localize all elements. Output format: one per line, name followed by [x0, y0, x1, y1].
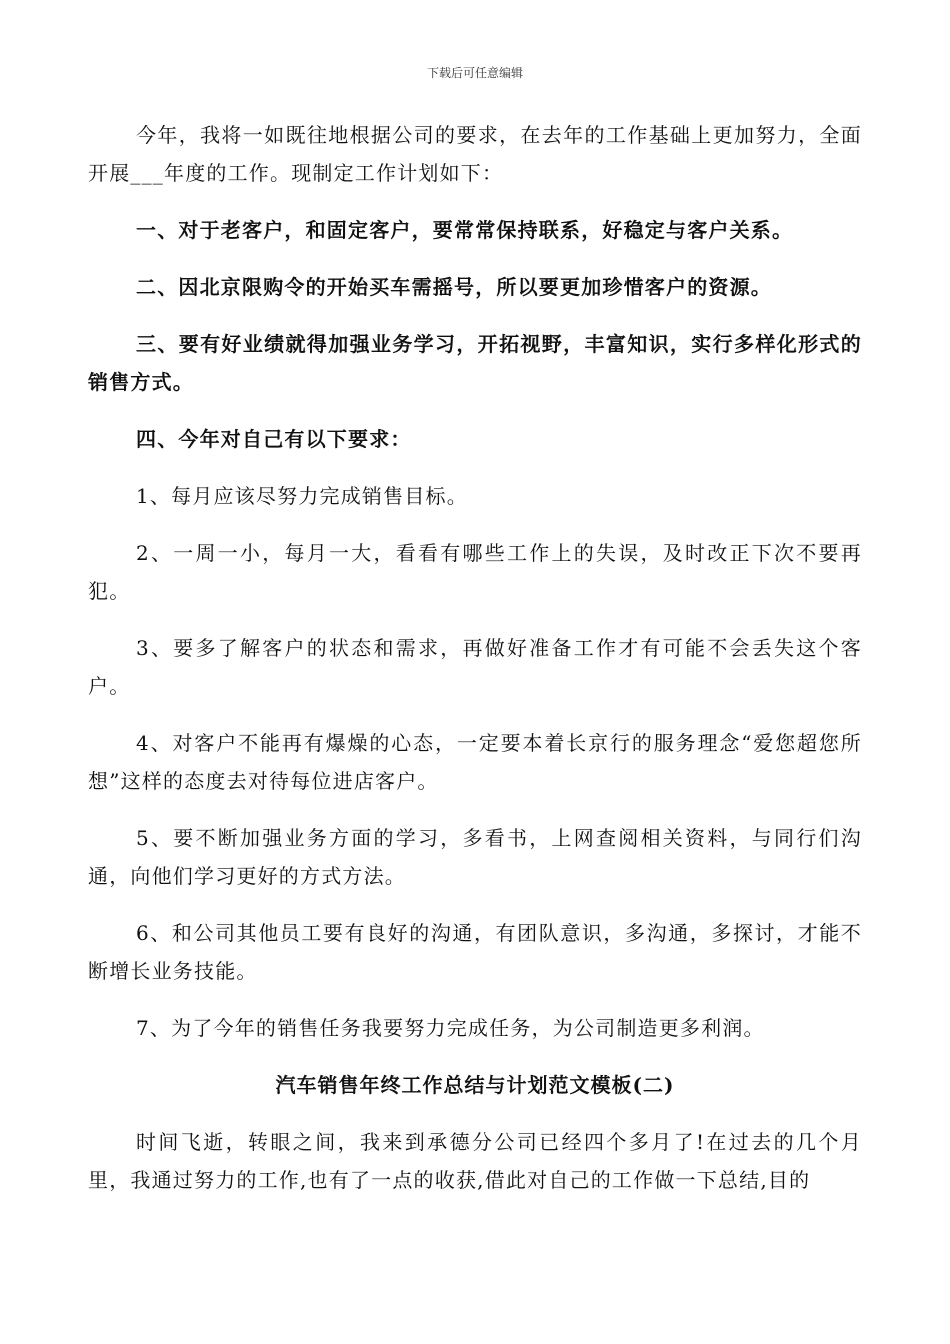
requirement-3: 3、要多了解客户的状态和需求，再做好准备工作才有可能不会丢失这个客户。 — [88, 636, 862, 698]
section-title: 汽车销售年终工作总结与计划范文模板(二) — [275, 1073, 675, 1097]
document-body — [88, 116, 862, 1218]
intro-paragraph: 今年，我将一如既往地根据公司的要求，在去年的工作基础上更加努力，全面开展___年度的工作。现制定工作计划如下： — [88, 123, 862, 185]
requirement-2: 2、一周一小，每月一大，看看有哪些工作上的失误，及时改正下次不要再犯。 — [88, 541, 862, 603]
closing-paragraph: 时间飞逝，转眼之间，我来到承德分公司已经四个多月了!在过去的几个月里，我通过努力的工作,也有了一点的收获,借此对自己的工作做一下总结,目的 — [88, 1130, 862, 1192]
plan-item-3: 三、要有好业绩就得加强业务学习，开拓视野，丰富知识，实行多样化形式的销售方式。 — [88, 332, 862, 394]
requirement-1: 1、每月应该尽努力完成销售目标。 — [136, 484, 468, 508]
requirement-7: 7、为了今年的销售任务我要努力完成任务，为公司制造更多利润。 — [136, 1016, 765, 1040]
requirement-6: 6、和公司其他员工要有良好的沟通，有团队意识，多沟通，多探讨，才能不断增长业务技能。 — [88, 921, 862, 983]
requirement-4: 4、对客户不能再有爆燥的心态，一定要本着长京行的服务理念“爱您超您所想”这样的态度去对待每位进店客户。 — [88, 731, 862, 793]
requirement-5: 5、要不断加强业务方面的学习，多看书，上网查阅相关资料，与同行们沟通，向他们学习更好的方式方法。 — [88, 826, 862, 888]
plan-item-2: 二、因北京限购令的开始买车需摇号，所以要更加珍惜客户的资源。 — [136, 275, 772, 299]
plan-item-1: 一、对于老客户，和固定客户，要常常保持联系，好稳定与客户关系。 — [136, 218, 794, 242]
plan-item-4: 四、今年对自己有以下要求： — [136, 427, 412, 451]
page-header: 下载后可任意编辑 — [426, 66, 523, 80]
